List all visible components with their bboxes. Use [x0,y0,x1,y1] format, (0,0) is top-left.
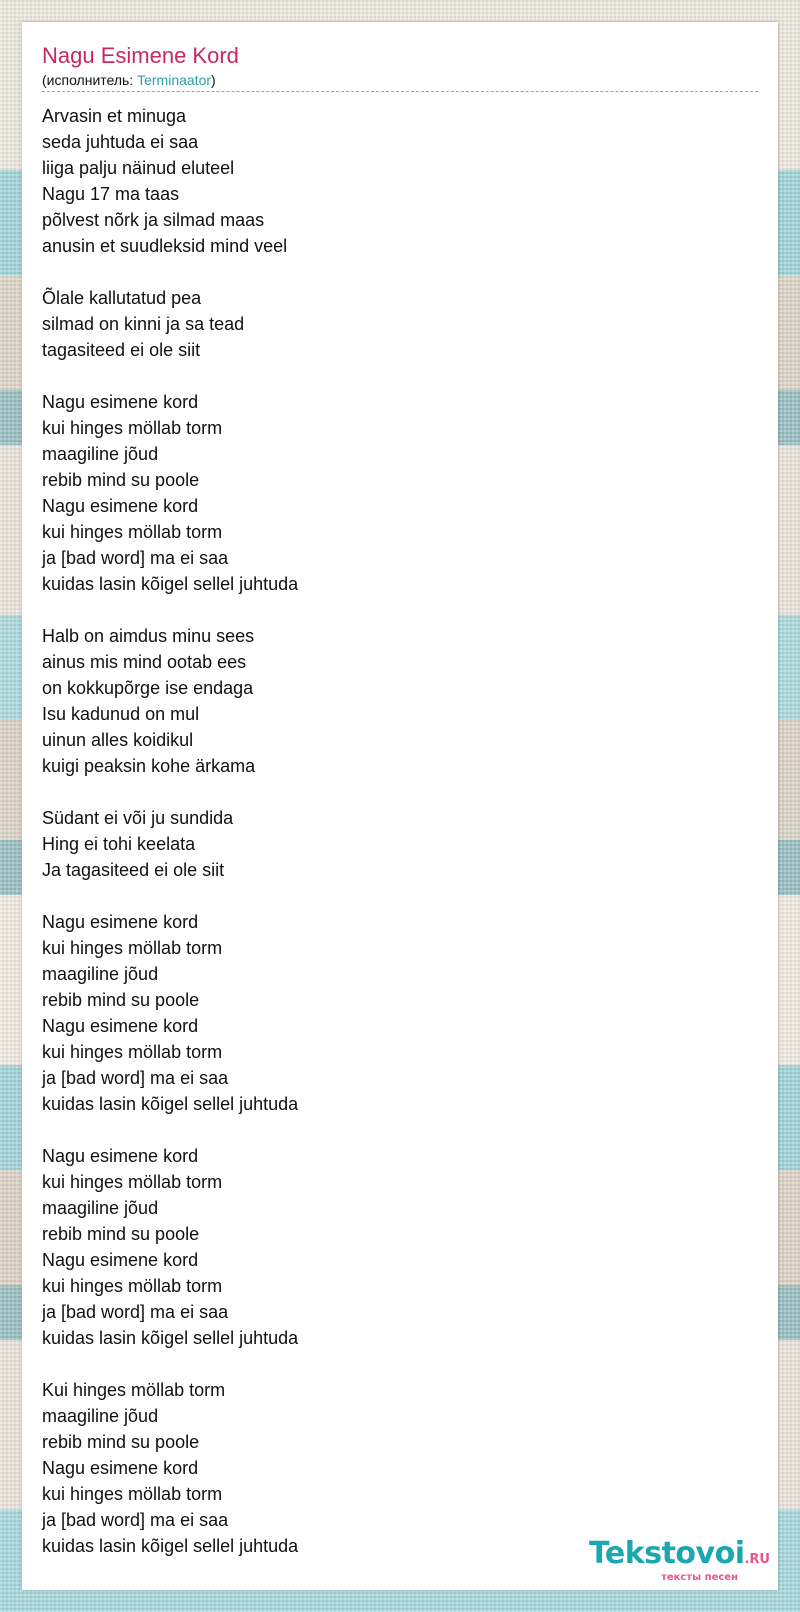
lyric-line: seda juhtuda ei saa [42,132,199,152]
lyric-line: Nagu esimene kord [42,392,199,412]
logo-tagline: тексты песен [661,1572,738,1583]
lyric-line: on kokkupõrge ise endaga [42,678,254,698]
lyric-line: kui hinges möllab torm [42,1276,223,1296]
artist-link[interactable]: Terminaator [137,72,212,88]
lyric-line: liiga palju näinud eluteel [42,158,235,178]
lyric-line: maagiline jõud [42,1198,159,1218]
lyric-line: rebib mind su poole [42,990,200,1010]
lyric-line: anusin et suudleksid mind veel [42,236,288,256]
lyric-line: maagiline jõud [42,1406,159,1426]
lyric-line: rebib mind su poole [42,1224,200,1244]
lyric-line: Nagu esimene kord [42,912,199,932]
lyric-line: Arvasin et minuga [42,106,187,126]
lyric-line: kui hinges möllab torm [42,1484,223,1504]
logo-tld: .RU [744,1552,770,1567]
lyric-line: ja [bad word] ma ei saa [42,1068,229,1088]
lyrics-card [22,22,778,1590]
site-logo [589,1538,770,1584]
title-divider [42,91,758,92]
lyric-line: ja [bad word] ma ei saa [42,548,229,568]
song-title: Nagu Esimene Kord [42,43,239,68]
lyric-line: maagiline jõud [42,444,159,464]
lyric-line: Nagu esimene kord [42,1016,199,1036]
performer-prefix: (исполнитель: [42,72,138,88]
lyric-line: Isu kadunud on mul [42,704,200,724]
stanza-gap [42,363,298,389]
lyric-line: kuidas lasin kõigel sellel juhtuda [42,1328,299,1348]
lyric-line: Kui hinges möllab torm [42,1380,226,1400]
lyric-line: Südant ei või ju sundida [42,808,234,828]
lyric-line: kui hinges möllab torm [42,418,223,438]
lyric-line: kui hinges möllab torm [42,1172,223,1192]
stanza-gap [42,883,298,909]
stanza-gap [42,1351,298,1377]
lyric-line: Nagu esimene kord [42,1458,199,1478]
stanza-gap [42,779,298,805]
lyric-line: rebib mind su poole [42,470,200,490]
lyric-line: Õlale kallutatud pea [42,288,202,308]
lyric-line: Hing ei tohi keelata [42,834,196,854]
stanza-gap [42,597,298,623]
performer-line [42,71,216,89]
lyric-line: ja [bad word] ma ei saa [42,1510,229,1530]
lyric-line: kui hinges möllab torm [42,522,223,542]
lyrics-text [42,103,298,1559]
lyric-line: kui hinges möllab torm [42,938,223,958]
lyric-line: kuigi peaksin kohe ärkama [42,756,256,776]
lyric-line: kuidas lasin kõigel sellel juhtuda [42,574,299,594]
performer-suffix: ) [211,72,216,88]
lyric-line: kuidas lasin kõigel sellel juhtuda [42,1536,299,1556]
stanza-gap [42,259,298,285]
stanza-gap [42,1117,298,1143]
lyric-line: Nagu esimene kord [42,496,199,516]
lyric-line: ainus mis mind ootab ees [42,652,247,672]
logo-brand: Tekstovoi [588,1536,745,1571]
lyric-line: põlvest nõrk ja silmad maas [42,210,265,230]
lyric-line: rebib mind su poole [42,1432,200,1452]
lyric-line: Ja tagasiteed ei ole siit [42,860,225,880]
lyric-line: maagiline jõud [42,964,159,984]
lyric-line: uinun alles koidikul [42,730,194,750]
lyric-line: ja [bad word] ma ei saa [42,1302,229,1322]
lyric-line: tagasiteed ei ole siit [42,340,201,360]
lyric-line: silmad on kinni ja sa tead [42,314,245,334]
lyric-line: kuidas lasin kõigel sellel juhtuda [42,1094,299,1114]
lyric-line: Nagu esimene kord [42,1146,199,1166]
lyric-line: Nagu esimene kord [42,1250,199,1270]
lyric-line: kui hinges möllab torm [42,1042,223,1062]
lyric-line: Nagu 17 ma taas [42,184,180,204]
lyric-line: Halb on aimdus minu sees [42,626,255,646]
